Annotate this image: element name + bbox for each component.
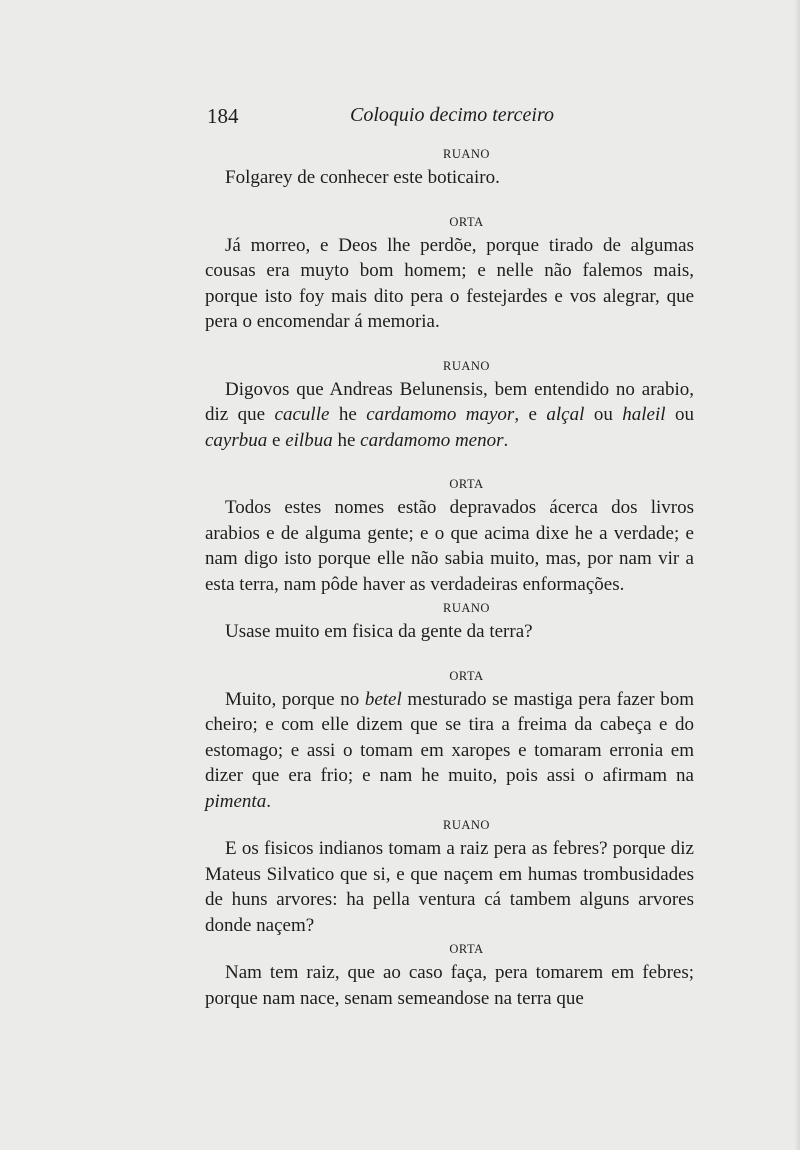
- speech-text: Folgarey de conhecer este boticairo.: [225, 167, 500, 188]
- speech-text: Todos estes nomes estão depravados ácerca dos livros arabios e de alguma gente; e o que acima dixe he a verdade; e nam digo isto porque elle não sabia muito, mas, por nam vir a esta terra, nam pôde haver as verdadeiras enformações.: [205, 497, 694, 595]
- speech-text: Já morreo, e Deos lhe perdõe, porque tirado de algumas cousas era muyto bom homem; e nelle não falemos mais, porque isto foy mais dito pera o festejardes e vos alegrar, que pera o encomendar á memoria.: [205, 234, 694, 332]
- speaker-label: ORTA: [449, 942, 484, 956]
- page-edge-shadow: [794, 0, 800, 1150]
- speaker-label: RUANO: [443, 601, 490, 615]
- running-title: Coloquio decimo terceiro: [350, 104, 555, 126]
- speech-block: [205, 836, 694, 938]
- dialogue-body: [205, 143, 694, 1011]
- speech-block: [205, 377, 694, 454]
- speech-block: [205, 619, 694, 645]
- page-header: [205, 104, 695, 134]
- speaker-label: RUANO: [443, 358, 490, 373]
- speaker-label: ORTA: [449, 668, 484, 683]
- page-number: 184: [207, 104, 239, 128]
- speech-text: E os fisicos indianos tomam a raiz pera as febres? porque diz Mateus Silvatico que si, e que naçem em humas trombusidades de huns arvores: ha pella ventura cá tambem alguns arvores donde naçem?: [205, 838, 694, 936]
- speech-text: Digovos que Andreas Belunensis, bem entendido no arabio, diz que caculle he cardamomo mayor, e alçal ou haleil ou cayrbua e eilbua he cardamomo menor.: [205, 378, 695, 451]
- speech-block: [205, 233, 694, 335]
- speaker-label: RUANO: [443, 147, 490, 161]
- speaker-label: ORTA: [449, 477, 484, 491]
- speech-block: [205, 165, 694, 191]
- speaker-label: RUANO: [443, 818, 490, 832]
- speech-text: Usase muito em fisica da gente da terra?: [225, 621, 533, 642]
- speech-block: [205, 495, 694, 597]
- speech-text: Muito, porque no betel mesturado se mastiga pera fazer bom cheiro; e com elle dizem que se tira a freima da cabeça e do estomago; e assi o tomam em xaropes e tomaram erronia em dizer que era frio; e nam he muito, pois assi o afirmam na pimenta.: [205, 688, 694, 812]
- speech-text: Nam tem raiz, que ao caso faça, pera tomarem em febres; porque nam nace, senam semeandose na terra que: [205, 962, 694, 1009]
- speech-block: [205, 687, 694, 815]
- speaker-label: ORTA: [449, 214, 484, 229]
- speech-block: [205, 960, 694, 1011]
